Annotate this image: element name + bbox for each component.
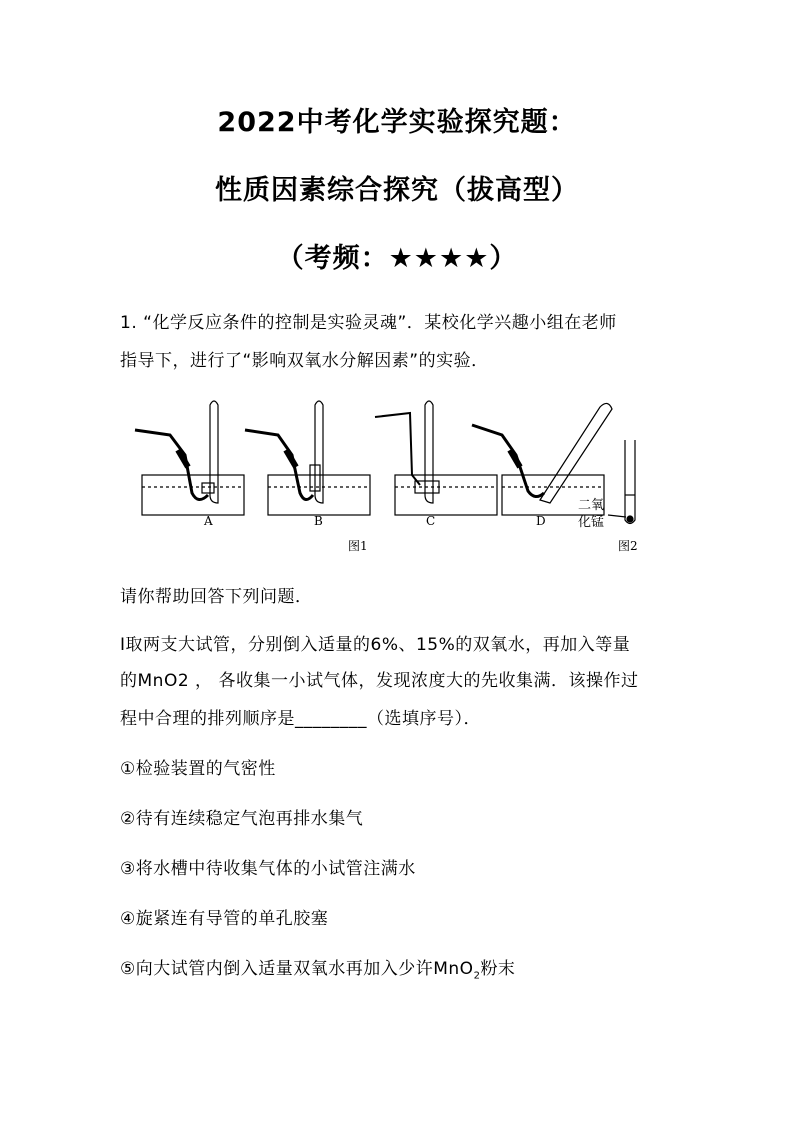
apparatus-diagram xyxy=(130,395,650,560)
mno2-label-2: 化锰 xyxy=(578,515,605,530)
part1-line-3: 程中合理的排列顺序是________（选填序号）． xyxy=(120,709,481,729)
label-a: A xyxy=(204,514,213,528)
option-5-subscript: 2 xyxy=(473,970,481,982)
prompt-text: 请你帮助回答下列问题． xyxy=(120,587,313,607)
label-d: D xyxy=(536,514,546,528)
apparatus-a xyxy=(135,401,244,515)
fig1-caption: 图1 xyxy=(348,539,368,553)
experiment-figure xyxy=(130,395,650,560)
mno2-label-1: 二氧 xyxy=(578,498,605,513)
apparatus-b xyxy=(245,401,370,515)
question-intro-line-2: 指导下，进行了“影响双氧水分解因素”的实验． xyxy=(120,351,489,371)
label-b: B xyxy=(314,514,323,528)
option-5-suffix: 粉末 xyxy=(480,959,516,979)
title-line-3: （考频：★★★★） xyxy=(276,243,518,274)
option-1: ①检验装置的气密性 xyxy=(120,759,276,779)
fig2-caption: 图2 xyxy=(618,539,638,553)
part1-line-1: Ⅰ取两支大试管，分别倒入适量的6%、15%的双氧水，再加入等量 xyxy=(120,635,631,655)
title-line-2: 性质因素综合探究（拔高型） xyxy=(215,175,579,206)
option-4: ④旋紧连有导管的单孔胶塞 xyxy=(120,909,329,929)
title-line-1: 2022中考化学实验探究题： xyxy=(217,107,577,138)
option-3: ③将水槽中待收集气体的小试管注满水 xyxy=(120,859,416,879)
test-tube-fig2 xyxy=(608,440,635,524)
question-intro-line-1 xyxy=(120,308,617,333)
question-number: 1. xyxy=(120,313,138,333)
label-c: C xyxy=(426,514,436,528)
option-5-prefix: ⑤向大试管内倒入适量双氧水再加入少许MnO xyxy=(120,959,474,979)
part1-line-2: 的MnO2 ， 各收集一小试气体，发现浓度大的先收集满．该操作过 xyxy=(120,671,639,691)
question-intro-text-1: “化学反应条件的控制是实验灵魂”．某校化学兴趣小组在老师 xyxy=(143,313,617,333)
option-2: ②待有连续稳定气泡再排水集气 xyxy=(120,809,364,829)
option-5 xyxy=(120,954,515,981)
apparatus-c xyxy=(375,401,497,515)
